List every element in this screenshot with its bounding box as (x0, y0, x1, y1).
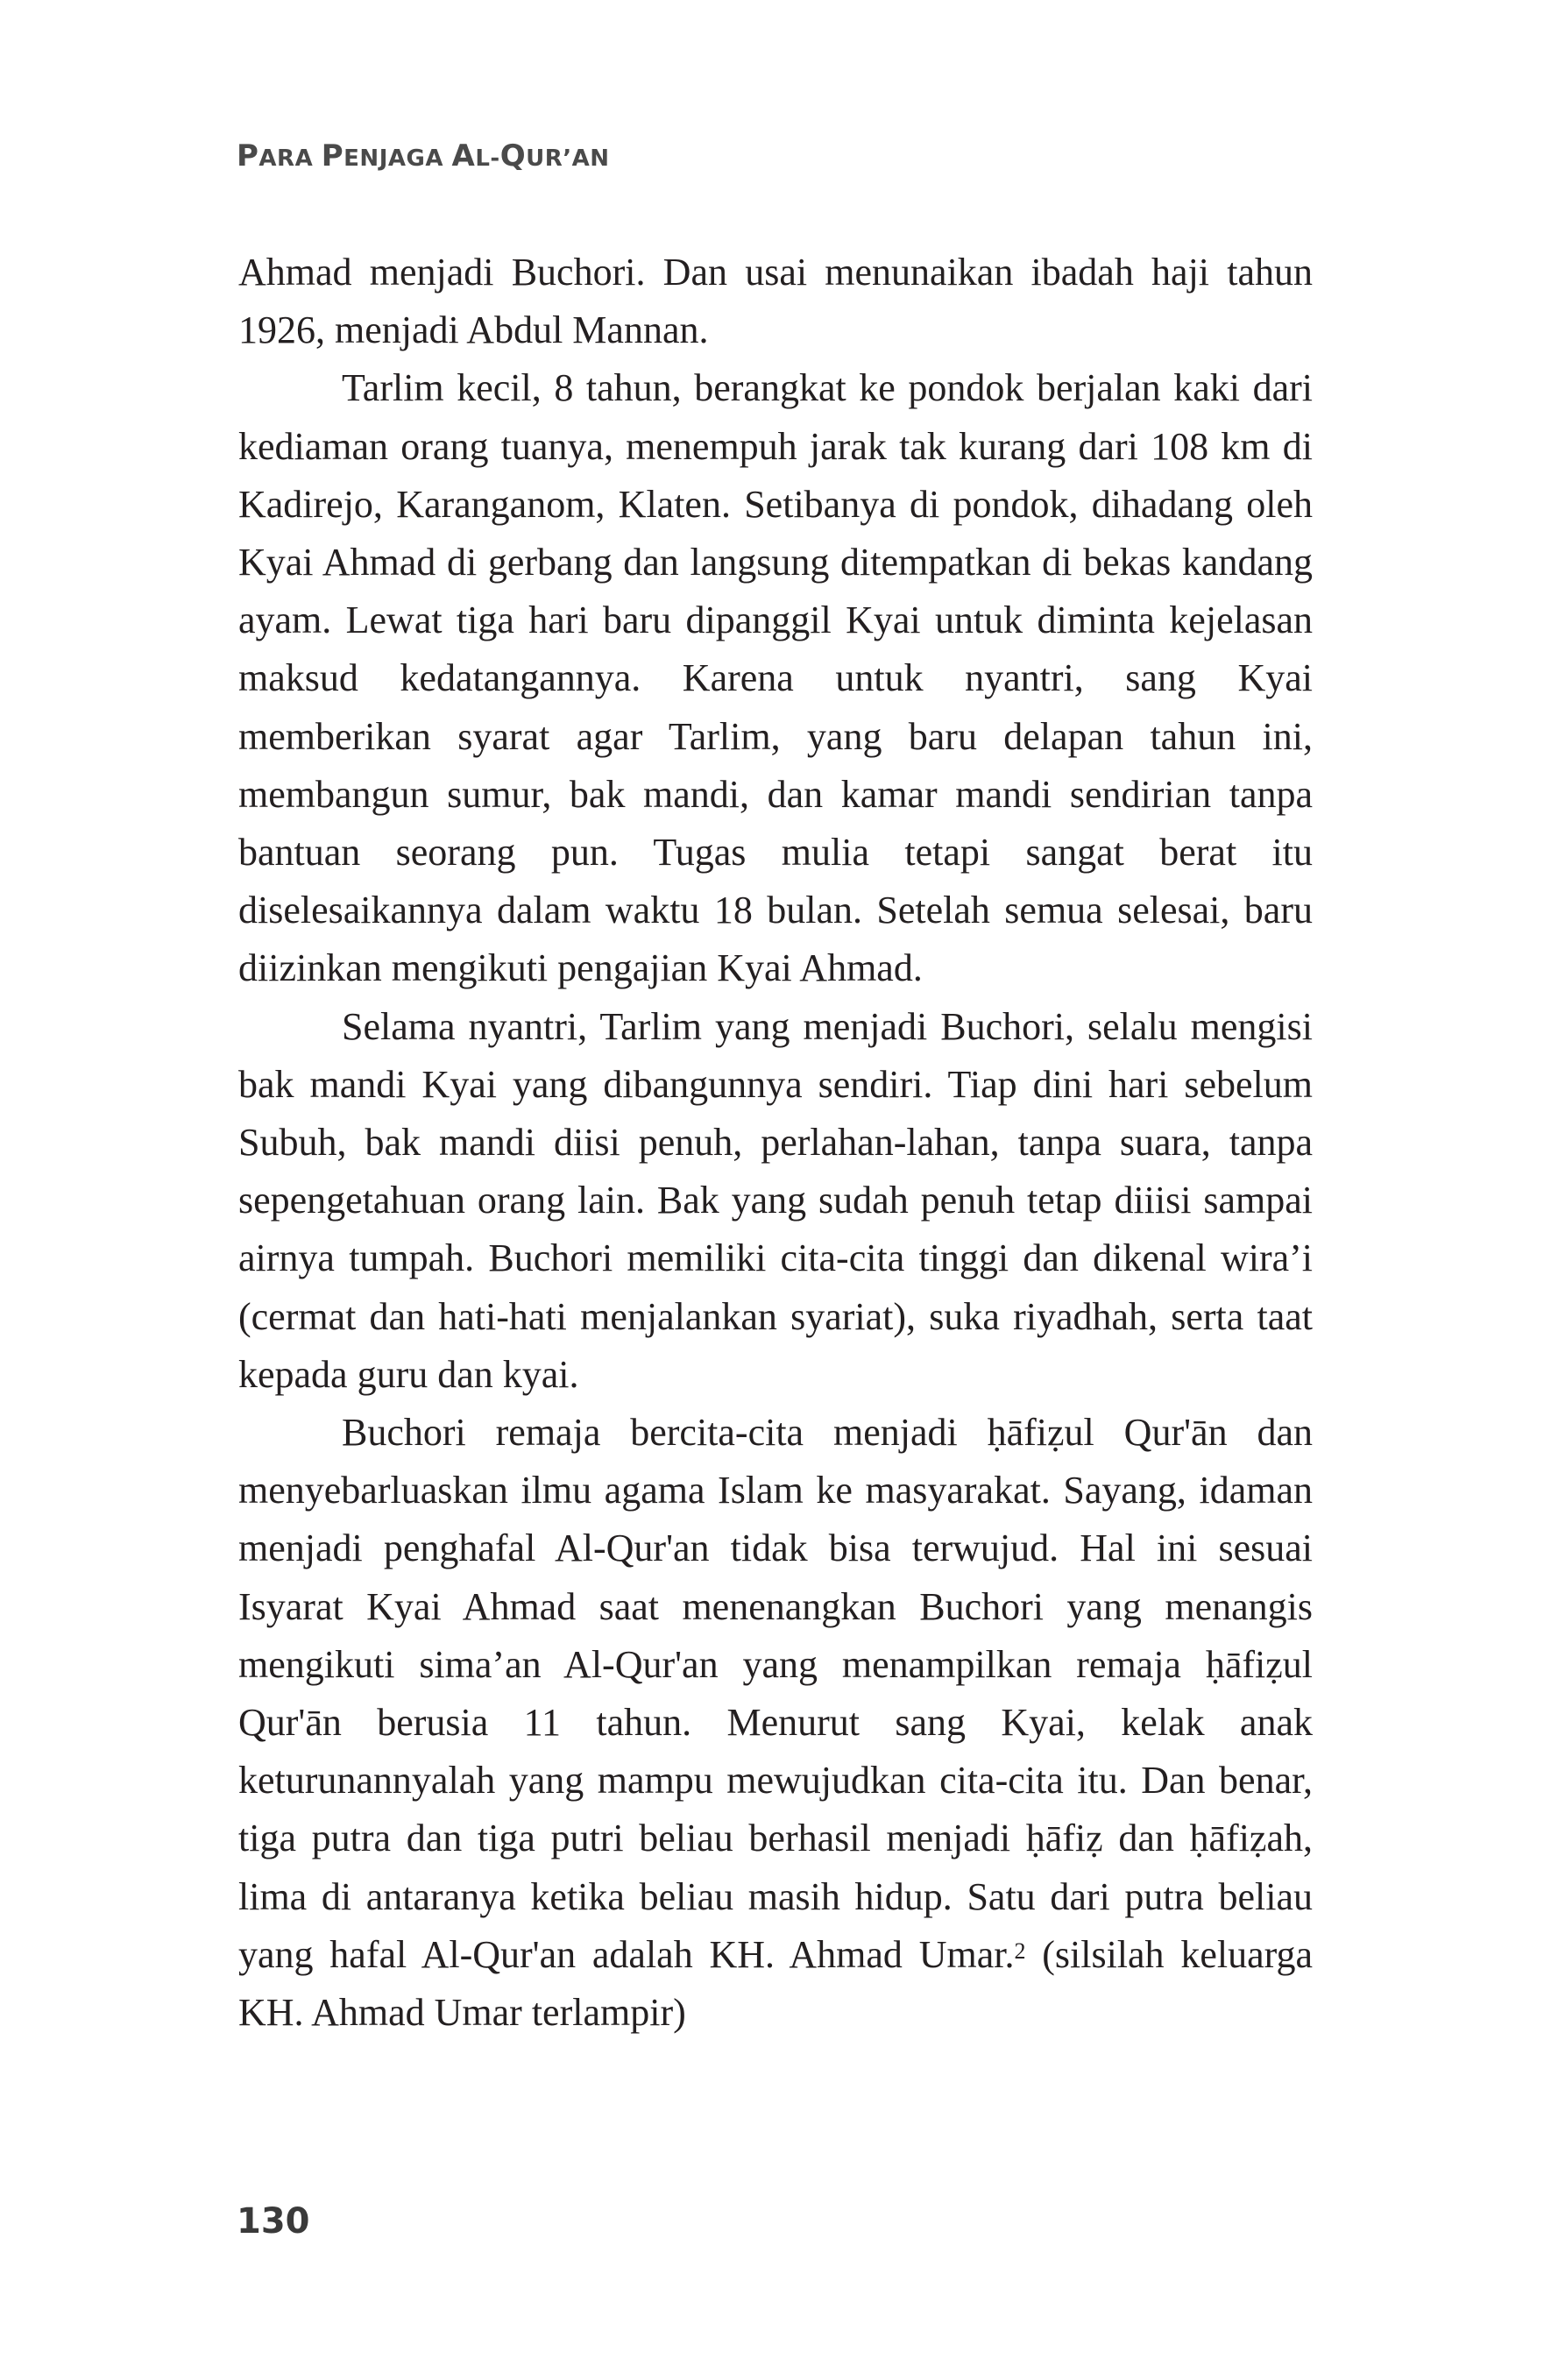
paragraph-continuation: Ahmad menjadi Buchori. Dan usai menunaikan ibadah haji tahun 1926, menjadi Abdul Mannan. (238, 251, 1313, 352)
running-head-cap: P (321, 138, 344, 174)
body-text (238, 244, 1313, 2042)
paragraph-hafizul-quran (238, 1404, 1313, 2042)
running-head-smallcaps: UR’AN (526, 145, 610, 172)
footnote-reference[interactable]: 2 (1014, 1937, 1026, 1964)
page-number: 130 (237, 2201, 310, 2242)
paragraph-tarlim-journey: Tarlim kecil, 8 tahun, berangkat ke pondok berjalan kaki dari kediaman orang tuanya, menempuh jarak tak kurang dari 108 km di Kadirejo, Karanganom, Klaten. Setibanya di pondok, dihadang oleh Kyai Ahmad di gerbang dan langsung ditempatkan di bekas kandang ayam. Lewat tiga hari baru dipanggil Kyai untuk diminta kejelasan maksud kedatangannya. Karena untuk nyantri, sang Kyai memberikan syarat agar Tarlim, yang baru delapan tahun ini, membangun sumur, bak mandi, dan kamar mandi sendirian tanpa bantuan seorang pun. Tugas mulia tetapi sangat berat itu diselesaikannya dalam waktu 18 bulan. Setelah semua selesai, baru diizinkan mengikuti pengajian Kyai Ahmad. (238, 366, 1313, 990)
running-head-cap: Q (499, 138, 527, 174)
running-head-smallcaps: ARA (258, 145, 322, 172)
running-head-cap: P (237, 138, 259, 174)
paragraph-text-tail: (silsilah keluarga KH. Ahmad Umar terlampir) (238, 1932, 1313, 2035)
running-head-cap: A (451, 138, 476, 174)
paragraph-nyantri: Selama nyantri, Tarlim yang menjadi Buchori, selalu mengisi bak mandi Kyai yang dibangunnya sendiri. Tiap dini hari sebelum Subuh, bak mandi diisi penuh, perlahan-lahan, tanpa suara, tanpa sepengetahuan orang lain. Bak yang sudah penuh tetap diiisi sampai airnya tumpah. Buchori memiliki cita-cita tinggi dan dikenal wira’i (cermat dan hati-hati menjalankan syariat), suka riyadhah, serta taat kepada guru dan kyai. (238, 1004, 1313, 1396)
running-head (237, 138, 610, 174)
running-head-smallcaps: ENJAGA (343, 145, 452, 172)
paragraph-text: Buchori remaja bercita-cita menjadi ḥāfiẓul Qur'ān dan menyebarluaskan ilmu agama Islam ke masyarakat. Sayang, idaman menjadi penghafal Al-Qur'an tidak bisa terwujud. Hal ini sesuai Isyarat Kyai Ahmad saat menenangkan Buchori yang menangis mengikuti sima’an Al-Qur'an yang menampilkan remaja ḥāfiẓul Qur'ān berusia 11 tahun. Menurut sang Kyai, kelak anak keturunannyalah yang mampu mewujudkan cita-cita itu. Dan benar, tiga putra dan tiga putri beliau berhasil menjadi ḥāfiẓ dan ḥāfiẓah, lima di antaranya ketika beliau masih hidup. Satu dari putra beliau yang hafal Al-Qur'an adalah KH. Ahmad Umar. (238, 1411, 1313, 1976)
running-head-smallcaps: L- (475, 145, 500, 172)
